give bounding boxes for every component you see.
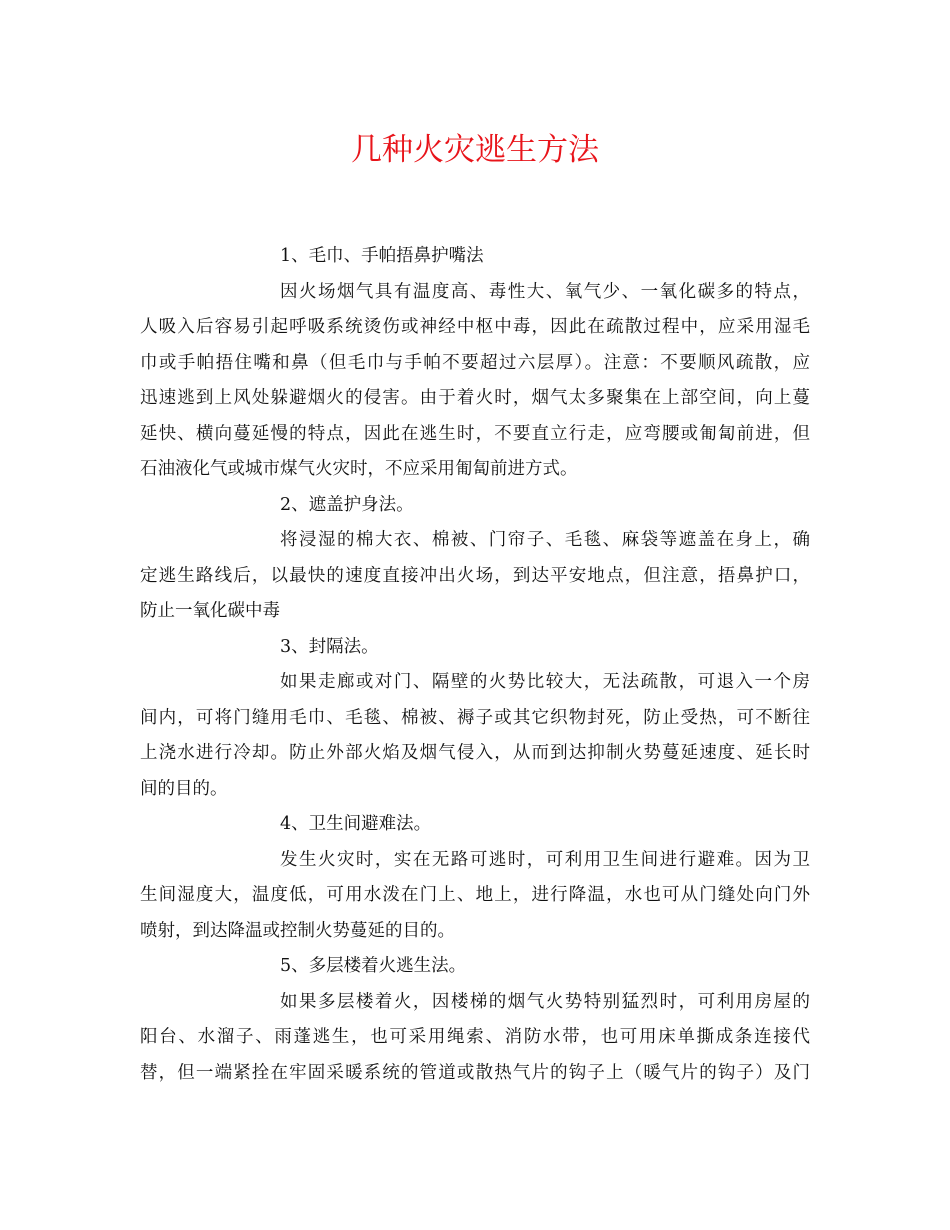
paragraph-line: 阳台、水溜子、雨蓬逃生，也可采用绳索、消防水带，也可用床单撕成条连接代 (140, 1027, 810, 1047)
paragraph-line: 上浇水进行冷却。防止外部火焰及烟气侵入，从而到达抑制火势蔓延速度、延长时 (140, 743, 810, 763)
page-title: 几种火灾逃生方法 (351, 132, 599, 168)
section-paragraph (140, 523, 810, 630)
paragraph-line: 如果走廊或对门、隔壁的火势比较大，无法疏散，可退入一个房 (280, 672, 810, 692)
paragraph-line: 迅速逃到上风处躲避烟火的侵害。由于着火时，烟气太多聚集在上部空间，向上蔓 (140, 388, 810, 408)
paragraph-line: 防止一氧化碳中毒 (140, 601, 280, 621)
paragraph-line: 替，但一端紧拴在牢固采暖系统的管道或散热气片的钩子上（暖气片的钩子）及门 (140, 1062, 810, 1083)
paragraph-line: 发生火灾时，实在无路可逃时，可利用卫生间进行避难。因为卫 (280, 849, 810, 870)
paragraph-line: 将浸湿的棉大衣、棉被、门帘子、毛毯、麻袋等遮盖在身上，确 (280, 530, 810, 550)
paragraph-line: 人吸入后容易引起呼吸系统烫伤或神经中枢中毒，因此在疏散过程中，应采用湿毛 (140, 317, 810, 337)
paragraph-line: 定逃生路线后，以最快的速度直接冲出火场，到达平安地点，但注意，捂鼻护口， (140, 565, 810, 586)
section-paragraph (140, 275, 810, 488)
paragraph-line: 石油液化气或城市煤气火灾时，不应采用匍匐前进方式。 (140, 459, 578, 479)
paragraph-line: 间的目的。 (140, 778, 228, 799)
section-paragraph (140, 843, 810, 950)
section-paragraph (140, 985, 810, 1092)
section-heading: 3、封隔法。 (280, 636, 379, 657)
paragraph-line: 因火场烟气具有温度高、毒性大、氧气少、一氧化碳多的特点， (280, 281, 810, 302)
section-heading: 1、毛巾、手帕捂鼻护嘴法 (280, 246, 484, 266)
paragraph-line: 生间湿度大，温度低，可用水泼在门上、地上，进行降温，水也可从门缝处向门外 (140, 885, 810, 905)
paragraph-line: 巾或手帕捂住嘴和鼻（但毛巾与手帕不要超过六层厚）。注意：不要顺风疏散，应 (140, 352, 810, 373)
section-heading: 2、遮盖护身法。 (280, 494, 414, 515)
document-body (140, 239, 810, 1091)
section-paragraph (140, 665, 810, 807)
paragraph-line: 延快、横向蔓延慢的特点，因此在逃生时，不要直立行走，应弯腰或匍匐前进，但 (140, 423, 810, 444)
section-heading: 4、卫生间避难法。 (280, 814, 432, 834)
paragraph-line: 喷射，到达降温或控制火势蔓延的目的。 (140, 920, 455, 941)
paragraph-line: 间内，可将门缝用毛巾、毛毯、棉被、褥子或其它织物封死，防止受热，可不断往 (140, 707, 810, 728)
paragraph-line: 如果多层楼着火，因楼梯的烟气火势特别猛烈时，可利用房屋的 (280, 991, 810, 1012)
section-heading: 5、多层楼着火逃生法。 (280, 956, 467, 976)
